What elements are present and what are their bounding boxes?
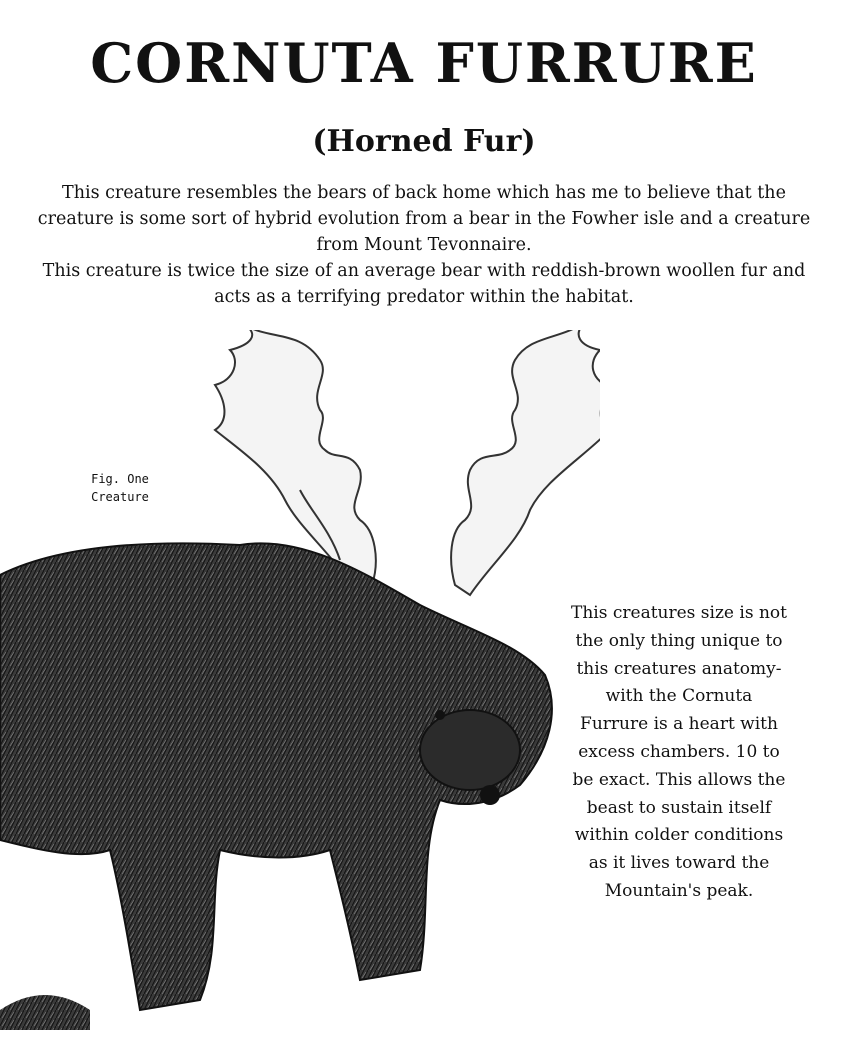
right-antler [451,330,600,595]
page-title: CORNUTA FURRURE [90,31,758,95]
intro-text [22,180,826,310]
side-note-text: This creatures size is not the only thing unique to this creatures anatomy- with the Cornuta Furrure is a heart with excess chambers. 10 to be exact. This allows the beast to sustain itself within colder conditions as it lives toward the Mountain's peak. [571,603,787,901]
horned-bear-illustration-icon [0,330,600,1030]
intro-paragraph-1: This creature resembles the bears of back home which has me to believe that the creature is some sort of hybrid evolution from a bear in the Fowher isle and a creature from Mount Tevonnaire. [37,183,811,255]
figure-label: Fig. One Creature [91,472,149,504]
bear-body [0,543,552,1030]
page-subtitle: (Horned Fur) [312,124,536,159]
intro-paragraph-2: This creature is twice the size of an average bear with reddish-brown woollen fur and acts as a terrifying predator within the habitat. [42,261,806,307]
